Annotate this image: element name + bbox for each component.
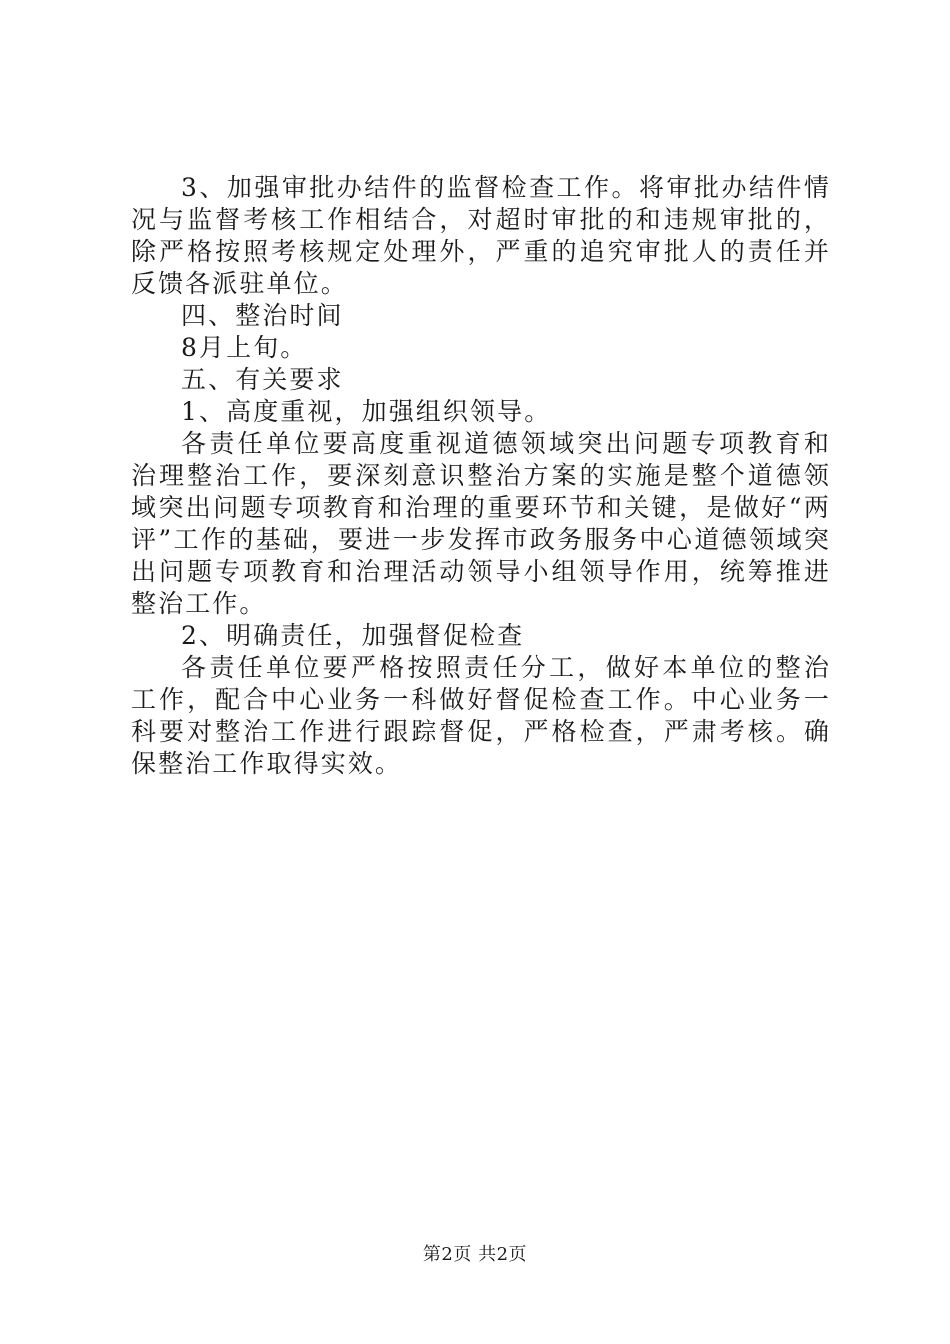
section-heading-rectification-time: 四、整治时间 (181, 301, 344, 330)
page-footer: 第2页 共2页 (422, 1244, 528, 1265)
section-heading-requirements: 五、有关要求 (181, 365, 344, 394)
subheading-item-2-responsibility: 2、明确责任，加强督促检查 (181, 621, 525, 650)
document-body (131, 172, 831, 780)
subheading-item-1-leadership: 1、高度重视，加强组织领导。 (181, 397, 552, 426)
paragraph-leadership: 各责任单位要高度重视道德领域突出问题专项教育和治理整治工作，要深刻意识整治方案的实施是整个道德领域突出问题专项教育和治理的重要环节和关键，是做好“两评”工作的基础，要进一步发挥市政务服务中心道德领域突出问题专项教育和治理活动领导小组领导作用，统筹推进整治工作。 (131, 429, 831, 618)
paragraph-rectification-time: 8月上旬。 (181, 333, 308, 362)
paragraph-responsibility: 各责任单位要严格按照责任分工，做好本单位的整治工作，配合中心业务一科做好督促检查工作。中心业务一科要对整治工作进行跟踪督促，严格检查，严肃考核。确保整治工作取得实效。 (131, 653, 831, 778)
paragraph-item-3-supervision: 3、加强审批办结件的监督检查工作。将审批办结件情况与监督考核工作相结合，对超时审批的和违规审批的，除严格按照考核规定处理外，严重的追究审批人的责任并反馈各派驻单位。 (131, 173, 831, 298)
